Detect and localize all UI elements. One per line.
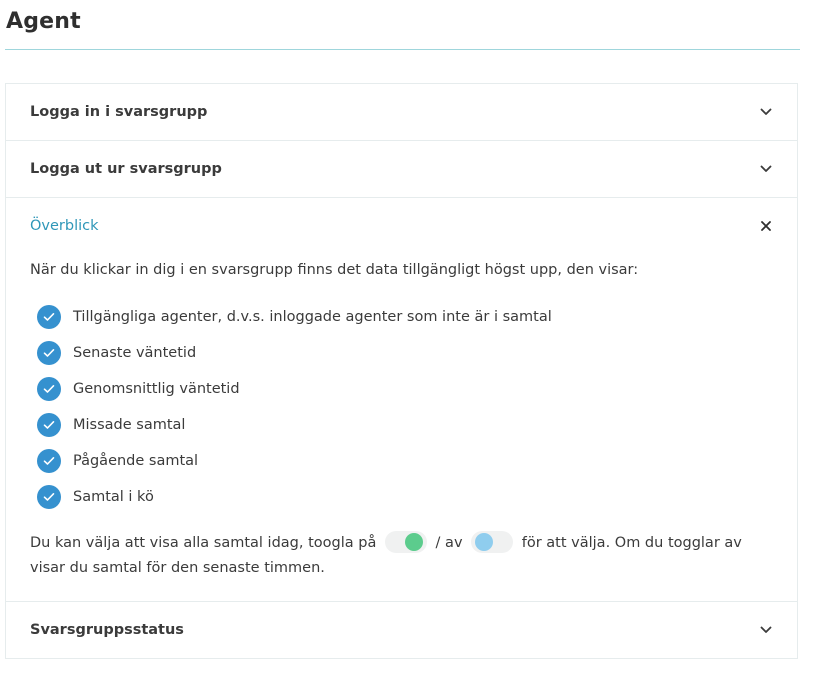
checkmark-icon — [37, 341, 61, 365]
note-text-separator: / av — [430, 535, 468, 551]
checkmark-icon — [37, 449, 61, 473]
toggle-explanation-text — [30, 531, 773, 581]
accordion — [5, 83, 798, 659]
checklist-item — [30, 299, 773, 335]
checkmark-icon — [37, 377, 61, 401]
accordion-header-label: Logga in i svarsgrupp — [30, 104, 208, 120]
chevron-down-icon[interactable] — [759, 623, 773, 637]
title-divider — [5, 49, 800, 50]
toggle-knob — [405, 533, 423, 551]
checkmark-icon — [37, 413, 61, 437]
accordion-header-label: Svarsgruppsstatus — [30, 622, 184, 638]
page-title: Agent — [6, 9, 81, 34]
checklist-item — [30, 479, 773, 515]
checklist-item-label: Pågående samtal — [73, 453, 199, 469]
accordion-item-logga-in — [6, 84, 797, 141]
checklist-item — [30, 335, 773, 371]
accordion-header-svarsgruppsstatus[interactable] — [6, 602, 797, 658]
accordion-header-logga-ut[interactable] — [6, 141, 797, 197]
checklist-item — [30, 407, 773, 443]
overview-intro-text: När du klickar in dig i en svarsgrupp finns det data tillgängligt högst upp, den visar: — [30, 262, 639, 278]
checkmark-icon — [37, 305, 61, 329]
toggle-knob — [475, 533, 493, 551]
checklist-item — [30, 443, 773, 479]
checklist-item — [30, 371, 773, 407]
checklist-item-label: Genomsnittlig väntetid — [73, 381, 240, 397]
overview-checklist — [30, 299, 773, 515]
accordion-header-label: Logga ut ur svarsgrupp — [30, 161, 222, 177]
checklist-item-label: Tillgängliga agenter, d.v.s. inloggade agenter som inte är i samtal — [73, 309, 552, 325]
checklist-item-label: Samtal i kö — [73, 489, 154, 505]
chevron-down-icon[interactable] — [759, 162, 773, 176]
accordion-header-logga-in[interactable] — [6, 84, 797, 140]
toggle-on-example — [385, 531, 427, 553]
accordion-panel-overblick — [6, 254, 797, 601]
checklist-item-label: Senaste väntetid — [73, 345, 197, 361]
accordion-item-overblick — [6, 198, 797, 602]
chevron-down-icon[interactable] — [759, 105, 773, 119]
note-text-part2: för att välja. Om du togglar av visar du samtal för den senaste timmen. — [30, 535, 742, 576]
accordion-header-overblick[interactable] — [6, 198, 797, 254]
checklist-item-label: Missade samtal — [73, 417, 186, 433]
toggle-off-example — [471, 531, 513, 553]
checkmark-icon — [37, 485, 61, 509]
note-text-part1: Du kan välja att visa alla samtal idag, toogla på — [30, 535, 381, 551]
accordion-header-label: Överblick — [30, 218, 99, 234]
close-icon[interactable] — [759, 219, 773, 233]
accordion-item-svarsgruppsstatus — [6, 602, 797, 658]
accordion-item-logga-ut — [6, 141, 797, 198]
